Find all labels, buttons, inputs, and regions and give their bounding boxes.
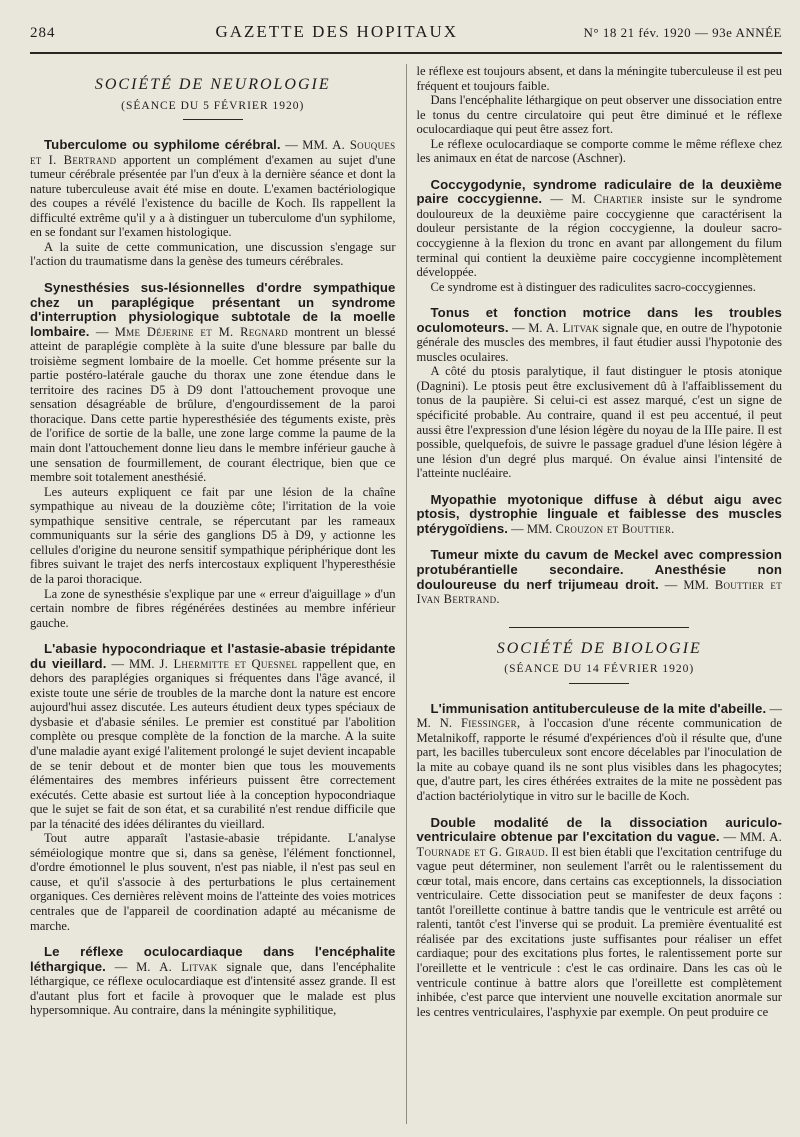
- article-text: signale que, dans l'encéphalite léthargique, ce réflexe oculocardiaque est d'intensité assez grande. Il est d'autant plus fort et facile à provoquer que le malade est plus hypersomnique. Au contraire, dans la méningite syphilitique,: [30, 959, 396, 1018]
- article-paragraph: La zone de synesthésie s'explique par une « erreur d'aiguillage » d'un certain nombre de fibres régénérées destinées au membre inférieur gauche.: [30, 586, 396, 630]
- article-heading: Myopathie myotonique diffuse à début aigu avec ptosis, dystrophie linguale et faiblesse des muscles ptérygoïdiens.: [416, 491, 782, 536]
- article-paragraph: Le réflexe oculocardiaque se comporte comme le même réflexe chez les animaux en état de narcose (Aschner).: [416, 136, 782, 166]
- article-authors: A. Litvak: [159, 959, 218, 974]
- issue-info: N° 18 21 fév. 1920 — 93e ANNÉE: [583, 25, 782, 40]
- society-title: SOCIÉTÉ DE NEUROLOGIE: [94, 76, 331, 93]
- header-rule: [30, 52, 782, 54]
- article-dash: — M.: [542, 192, 594, 207]
- article-end: .: [496, 592, 500, 607]
- right-column: [407, 64, 783, 1124]
- article-dash: — MM.: [719, 830, 770, 845]
- session-date: (SÉANCE DU 5 FÉVRIER 1920): [121, 99, 305, 112]
- article-authors: Fiessinger: [460, 716, 517, 731]
- society-title: SOCIÉTÉ DE BIOLOGIE: [496, 639, 702, 657]
- journal-title: GAZETTE DES HOPITAUX: [215, 22, 459, 41]
- article-heading: L'abasie hypocondriaque et l'astasie-abasie trépidante du vieillard.: [30, 641, 396, 671]
- article-end: .: [671, 521, 675, 536]
- article-paragraph: A la suite de cette communication, une discussion s'engage sur l'action du traumatisme dans la genèse des tumeurs cérébrales.: [30, 239, 396, 269]
- article-coccygodynie: [417, 178, 783, 294]
- article-text: montrent un blessé atteint de paraplégie complète à la suite d'une blessure par balle du troisième segment lombaire de la moelle. Cet homme présente sur la partie postéro-latérale gauche du thorax une zone étendue dans le territoire des racines D5 à D9 dont l'attouchement provoque une sensation désagréable de brûlure, d'engourdissement de la paroi thoracique. Dans cette partie hyperesthésiée des téguments existe, près de l'orifice de sortie de la balle, une zone large comme la paume de la main dont l'attouchement donne lieu dans le membre inférieur gauche à une sensation de fourmillement, de courant électrique, bien que ce membre soit totalement anesthésié.: [30, 324, 396, 485]
- article-dash: — MM.: [658, 577, 715, 592]
- article-text: apportent un complément d'examen au sujet d'une tumeur cérébrale présentée par l'un d'eux à la dernière séance et dont la nature tuberculeuse avait été mise en doute. L'examen bactériologique des coupes a révélé l'existence du bacille de Koch. Ils rappellent la difficulté extrême qu'il y a à distinguer un tuberculome d'un syphilome, en se fondant sur l'examen histologique.: [30, 152, 396, 240]
- article-authors: Crouzon et Bouttier: [555, 521, 672, 536]
- article-authors: A. Litvak: [545, 320, 599, 335]
- article-authors: Chartier: [593, 192, 644, 207]
- session-date: (SÉANCE DU 14 FÉVRIER 1920): [504, 663, 695, 676]
- article-authors: Mme Déjerine et M. Regnard: [114, 324, 289, 339]
- article-paragraph: Les auteurs expliquent ce fait par une lésion de la chaîne sympathique au niveau de la douzième côte; l'irritation de la voie sympathique sensitive centrale, se répercutant par les rameaux communiquants sur la série des ganglions D5 à D9, y actionne les cellules d'origine du neurone sensitif sympathique périphérique dont les fibres suivant le trajet des nerfs intercostaux expliquent l'hyperesthésie de la paroi thoracique.: [30, 484, 396, 586]
- article-tonus: [417, 306, 783, 481]
- running-head: [30, 22, 782, 46]
- article-paragraph: Ce syndrome est à distinguer des radiculites sacro-coccygiennes.: [430, 279, 756, 294]
- article-heading: L'immunisation antituberculeuse de la mite d'abeille.: [430, 700, 767, 716]
- article-reflexe: [30, 945, 396, 1018]
- page-number: 284: [30, 25, 56, 41]
- two-column-body: [30, 64, 782, 1124]
- article-dash: — M. N.: [416, 701, 782, 731]
- article-heading: Synesthésies sus-lésionnelles d'ordre sympathique chez un paraplégique présentant un syndrome d'interruption physiologique subtotale de la moelle lombaire.: [30, 280, 396, 339]
- section-rule: [183, 119, 243, 120]
- article-heading: Le réflexe oculocardiaque dans l'encéphalite léthargique.: [30, 944, 396, 974]
- article-paragraph: A côté du ptosis paralytique, il faut distinguer le ptosis atonique (Dagnini). Le ptosis peut être exclusivement dû à l'affaiblissement du tonus de la paupière. Si celui-ci est assez marqué, c'est un signe de spécificité probable. Au contraire, quand il est peu accentué, il peut aussi être l'expression d'une lésion légère du noyau de la IIIe paire. Il est possible, quelquefois, de suivre le passage graduel d'une lésion légère à une lésion d'un degré plus marqué. On évalue ainsi l'intensité de l'atteinte nucléaire.: [416, 364, 782, 481]
- left-column: [30, 64, 407, 1124]
- article-heading: Tonus et fonction motrice dans les troubles oculomoteurs.: [416, 305, 782, 335]
- article-heading: Double modalité de la dissociation auriculo-ventriculaire obtenue par l'excitation du vague.: [416, 814, 782, 845]
- article-authors: A. Tournade et G. Giraud: [416, 830, 782, 859]
- article-reflexe-continued: [417, 64, 783, 166]
- article-dash: — M.: [105, 959, 160, 974]
- article-dissociation: [417, 816, 783, 1020]
- article-dash: —: [89, 324, 115, 339]
- article-heading: Coccygodynie, syndrome radiculaire de la deuxième paire coccygienne.: [416, 176, 782, 207]
- article-immunisation: [417, 702, 783, 804]
- article-text: signale que, en outre de l'hypotonie générale des muscles des membres, il faut étudier aussi l'hypotonie des muscles oculaires.: [416, 320, 782, 364]
- article-paragraph: le réflexe est toujours absent, et dans la méningite tuberculeuse il est peu fréquent et toujours faible.: [416, 64, 782, 93]
- article-tuberculome: [30, 138, 396, 269]
- article-abasie: [30, 642, 396, 933]
- article-authors: J. Lhermitte et Quesnel: [159, 656, 298, 671]
- article-text: , à l'occasion d'une récente communication de Metalnikoff, rapporte le résumé d'expériences d'où il résulte que, d'une part, les bacilles tuberculeux sont encore décelables par l'inoculation de la mite au cobaye quand ils ne sont plus visibles dans les phagocytes; que, d'autre part, les cires éthérées extraites de la mite ne possèdent pas d'action bactériolytique in vitro sur le bacille de Koch.: [416, 716, 782, 803]
- article-heading: Tumeur mixte du cavum de Meckel avec compression protubérantielle secondaire. Anesthésie non douloureuse du nerf trijumeau droit.: [416, 547, 782, 592]
- article-myopathie: [417, 493, 783, 537]
- article-text: . Il est bien établi que l'excitation centrifuge du vague peut déterminer, non seulement l'arrêt ou le ralentissement du cœur total, mais encore, dans certains cas exceptionnels, la dissociation ventriculaire. Cette dissociation peut se manifester de deux façons : tantôt l'oreillette continue à battre tandis que le ventricule est arrêté ou ralenti, tantôt c'est l'inverse qui se produit. La première éventualité est réalisée par des excitations juste suffisantes pour réaliser un effet cardiaque; pour des excitations plus fortes, le ralentissement porte sur l'oreillette et le ventricule : c'est le cas ordinaire. Dans les cas où le ventricule continue à battre alors que l'oreillette est complètement inhibée, c'est parce que intervient une nouvelle excitation anormale sur les centres ventriculaires, l'asphyxie par exemple. On peut produire ce: [416, 844, 782, 1019]
- article-dash: — M.: [508, 320, 546, 335]
- article-heading: Tuberculome ou syphilome cérébral.: [44, 137, 281, 153]
- article-dash: — MM.: [508, 521, 556, 536]
- article-tumeur: [417, 548, 783, 606]
- article-text: insiste sur le syndrome douloureux de la deuxième paire coccygienne que caractérisent la douleur persistante de la région coccygienne, la douleur sacro-coccygienne à la flexion du tronc en avant par allongement du filum terminal qui contient la deuxième paire coccygienne incomplètement développée.: [416, 192, 782, 280]
- article-text: rappellent que, en dehors des paraplégies organiques si fréquentes dans l'âge avancé, il existe toute une série de troubles de la marche dont la nature est encore aujourd'hui assez discutée. Les auteurs étudient deux types spéciaux de dysbasie et d'abasie séniles. Le premier est constitué par l'abolition complète ou presque complète de la fonction de la marche. A la suite d'une maladie ayant exigé l'alitement prolongé le sujet devient incapable de se tenir debout et de monter bien que tous les mouvements élémentaires des membres inférieurs puissent être correctement exécutés. Cette abasie est surtout liée à la conception hypocondriaque que le sujet se fait de son état, et sa curabilité n'est rendue difficile que par la ténacité des idées délirantes du vieillard.: [30, 656, 396, 831]
- article-dash: — MM.: [280, 138, 333, 153]
- article-paragraph: Tout autre apparaît l'astasie-abasie trépidante. L'analyse séméiologique montre que si, dans sa genèse, l'élément fonctionnel, d'ordre émotionnel le plus souvent, n'est pas niable, il n'est pas seul en cause, et qu'il s'associe à des perturbations le plus certainement organiques. Ces dernières relèvent moins de l'atteinte des voies motrices centrales que de l'appareil de coordination adapté au mécanisme de marche.: [30, 831, 396, 933]
- article-dash: — MM.: [106, 656, 160, 671]
- section-separator: [509, 627, 689, 628]
- article-authors: A. Souques et I. Bertrand: [30, 138, 396, 167]
- article-synesthesies: [30, 281, 396, 630]
- section-rule: [569, 683, 629, 684]
- article-paragraph: Dans l'encéphalite léthargique on peut observer une dissociation entre le tonus du centre circulatoire qui peut être diminué et le réflexe oculocardiaque qui peut être assez fort.: [416, 93, 782, 137]
- article-authors: Bouttier et Ivan Bertrand: [416, 577, 782, 607]
